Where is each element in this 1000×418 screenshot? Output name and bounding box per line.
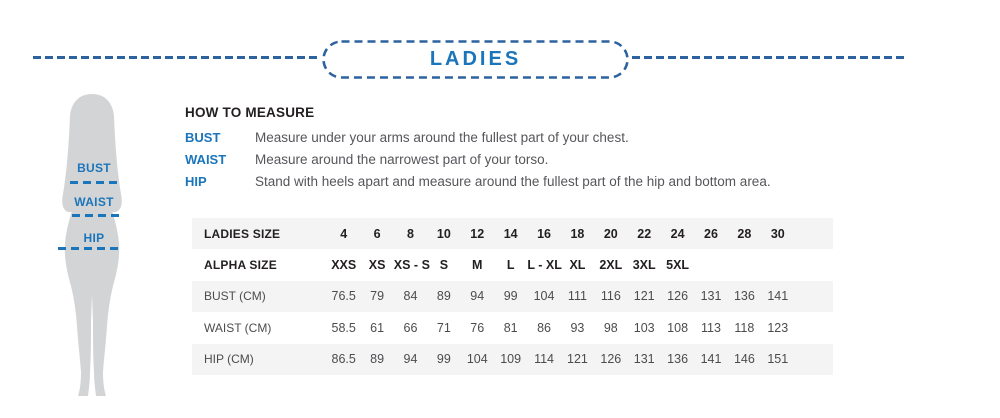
figure-bust-label: BUST	[77, 161, 111, 175]
table-cell: 113	[701, 320, 721, 335]
table-cell: 108	[667, 320, 689, 335]
table-row	[192, 344, 833, 375]
table-cell: 98	[603, 320, 618, 335]
table-cell: 104	[466, 352, 488, 367]
table-row-label: HIP (CM)	[204, 352, 254, 367]
figure-bust-line	[70, 181, 120, 184]
table-cell: 3XL	[632, 258, 656, 273]
table-cell: 109	[500, 352, 522, 367]
table-cell: 94	[403, 352, 418, 367]
table-cell: 79	[370, 289, 385, 304]
silhouette-head	[81, 95, 103, 123]
table-cell: 20	[603, 226, 618, 241]
measure-item-waist	[185, 148, 885, 170]
measure-term: WAIST	[185, 152, 227, 168]
table-cell: 5XL	[666, 258, 690, 273]
measure-term: BUST	[185, 129, 221, 145]
measure-description: Stand with heels apart and measure around the fullest part of the hip and bottom area.	[255, 174, 771, 190]
table-cell: 22	[637, 226, 652, 241]
table-cell: 26	[704, 226, 718, 241]
table-cell: 14	[503, 226, 518, 241]
table-cell: 131	[633, 352, 655, 367]
size-table	[192, 218, 833, 375]
table-cell: 126	[667, 289, 689, 304]
table-cell: L	[506, 258, 515, 273]
table-cell: 86.5	[331, 352, 356, 367]
table-cell: 103	[633, 320, 655, 335]
table-row	[192, 281, 833, 312]
table-cell: 28	[737, 226, 752, 241]
measure-description: Measure around the narrowest part of your torso.	[255, 152, 549, 168]
table-cell: 84	[403, 289, 418, 304]
table-cell: XS	[368, 258, 386, 273]
table-row	[192, 249, 833, 280]
table-row-label: ALPHA SIZE	[204, 258, 277, 273]
table-cell: 66	[403, 320, 418, 335]
table-cell: 99	[503, 289, 518, 304]
table-cell: 24	[670, 226, 685, 241]
table-row-label: LADIES SIZE	[204, 226, 281, 241]
table-cell: S	[439, 258, 449, 273]
figure-hip-line	[58, 247, 122, 250]
table-cell: 111	[567, 289, 587, 304]
table-cell: 93	[570, 320, 585, 335]
how-to-measure-heading: HOW TO MEASURE	[185, 105, 315, 120]
table-cell: 136	[733, 289, 755, 304]
measure-item-hip	[185, 171, 885, 193]
dashed-divider-right	[632, 56, 906, 59]
table-cell: 99	[436, 352, 451, 367]
table-cell: 121	[567, 352, 588, 367]
table-cell: 2XL	[599, 258, 623, 273]
table-cell: XL	[569, 258, 586, 273]
table-cell: 151	[767, 352, 789, 367]
table-cell: 146	[733, 352, 755, 367]
figure-hip-label: HIP	[83, 231, 105, 245]
figure-waist-line	[72, 214, 119, 217]
measure-item-bust	[185, 126, 885, 148]
table-cell: 76	[470, 320, 485, 335]
dashed-divider-left	[33, 56, 321, 59]
table-cell: 18	[570, 226, 585, 241]
table-cell: 12	[470, 226, 485, 241]
figure-waist-label: WAIST	[74, 195, 114, 209]
ladies-title-pill	[322, 40, 629, 79]
table-cell: 121	[633, 289, 655, 304]
table-cell: 86	[537, 320, 551, 335]
table-cell: 89	[436, 289, 451, 304]
table-cell: 10	[436, 226, 451, 241]
table-cell: 141	[767, 289, 789, 304]
table-cell: 131	[700, 289, 722, 304]
table-cell: M	[472, 258, 483, 273]
table-row-label: BUST (CM)	[204, 289, 266, 304]
table-cell: 30	[770, 226, 785, 241]
table-row	[192, 312, 833, 343]
table-cell: 126	[600, 352, 622, 367]
table-cell: 4	[340, 226, 348, 241]
table-cell: L - XL	[527, 258, 562, 273]
table-cell: 71	[436, 320, 451, 335]
table-cell: 61	[370, 320, 385, 335]
table-cell: 116	[600, 289, 621, 304]
table-row-label: WAIST (CM)	[204, 320, 272, 335]
table-cell: 58.5	[331, 320, 356, 335]
table-cell: 16	[537, 226, 551, 241]
table-cell: 8	[407, 226, 414, 241]
table-cell: 89	[370, 352, 385, 367]
table-cell: XXS	[331, 258, 357, 273]
table-cell: 76.5	[331, 289, 356, 304]
table-cell: 141	[700, 352, 722, 367]
table-cell: 123	[767, 320, 789, 335]
measure-term: HIP	[185, 174, 207, 190]
table-row	[192, 218, 833, 249]
table-cell: 136	[667, 352, 689, 367]
measure-description: Measure under your arms around the fullest part of your chest.	[255, 129, 629, 145]
table-cell: 6	[373, 226, 381, 241]
page-title: LADIES	[429, 48, 522, 70]
table-cell: 81	[503, 320, 518, 335]
table-cell: 104	[533, 289, 555, 304]
table-cell: 94	[470, 289, 485, 304]
how-to-measure-section	[185, 105, 885, 193]
table-cell: 114	[534, 352, 554, 367]
table-cell: XS - S	[393, 258, 430, 273]
table-cell: 118	[734, 320, 755, 335]
